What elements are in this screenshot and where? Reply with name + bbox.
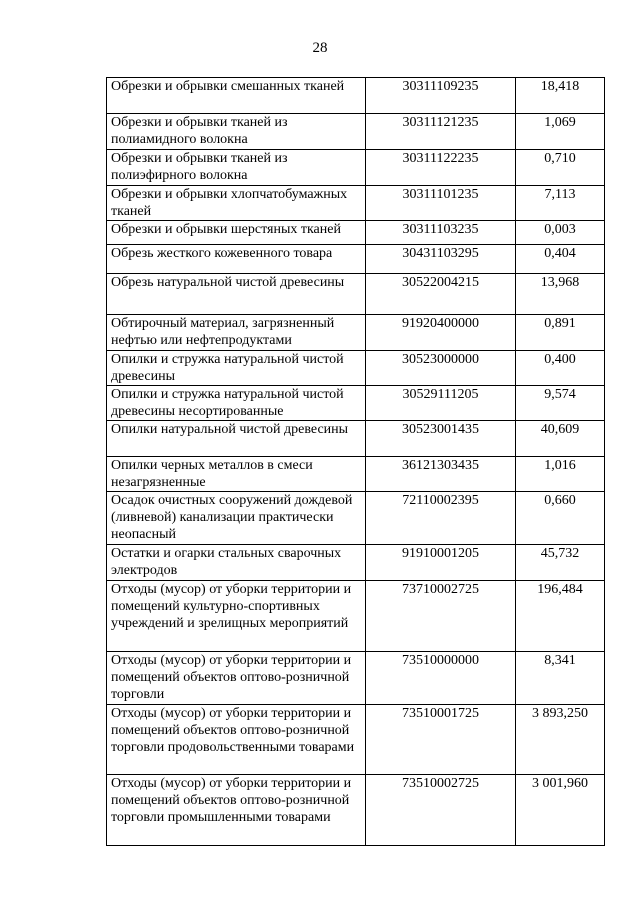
waste-code-cell: 30311103235: [366, 221, 516, 245]
waste-code-cell: 30431103295: [366, 245, 516, 274]
table-row: [107, 652, 605, 705]
table-row: [107, 274, 605, 315]
table-row: [107, 492, 605, 545]
table-row: [107, 421, 605, 457]
waste-name-cell: Отходы (мусор) от уборки территории и помещений объектов оптово-розничной торговли промышленными товарами: [107, 775, 366, 846]
waste-code-cell: 91920400000: [366, 315, 516, 351]
waste-amount-cell: 3 001,960: [516, 775, 605, 846]
table-row: [107, 186, 605, 221]
table-row: [107, 221, 605, 245]
waste-name-cell: Опилки натуральной чистой древесины: [107, 421, 366, 457]
waste-name-cell: Осадок очистных сооружений дождевой (ливневой) канализации практически неопасный: [107, 492, 366, 545]
waste-amount-cell: 0,003: [516, 221, 605, 245]
waste-code-cell: 30311121235: [366, 114, 516, 150]
waste-name-cell: Обрезки и обрывки тканей из полиамидного волокна: [107, 114, 366, 150]
table-row: [107, 315, 605, 351]
waste-code-cell: 73710002725: [366, 581, 516, 652]
waste-amount-cell: 1,069: [516, 114, 605, 150]
table-row: [107, 581, 605, 652]
waste-name-cell: Опилки и стружка натуральной чистой древесины: [107, 351, 366, 386]
waste-amount-cell: 18,418: [516, 78, 605, 114]
waste-name-cell: Обрезки и обрывки шерстяных тканей: [107, 221, 366, 245]
waste-code-cell: 30523001435: [366, 421, 516, 457]
waste-code-cell: 30522004215: [366, 274, 516, 315]
table-row: [107, 78, 605, 114]
table-row: [107, 351, 605, 386]
waste-amount-cell: 0,891: [516, 315, 605, 351]
table-row: [107, 114, 605, 150]
waste-name-cell: Опилки черных металлов в смеси незагрязненные: [107, 457, 366, 492]
table-row: [107, 705, 605, 775]
waste-name-cell: Опилки и стружка натуральной чистой древесины несортированные: [107, 386, 366, 421]
waste-name-cell: Отходы (мусор) от уборки территории и помещений объектов оптово-розничной торговли продовольственными товарами: [107, 705, 366, 775]
table-row: [107, 386, 605, 421]
waste-amount-cell: 40,609: [516, 421, 605, 457]
waste-code-cell: 30311122235: [366, 150, 516, 186]
waste-amount-cell: 1,016: [516, 457, 605, 492]
page-number: 28: [312, 40, 328, 56]
waste-code-cell: 73510000000: [366, 652, 516, 705]
waste-amount-cell: 196,484: [516, 581, 605, 652]
waste-code-cell: 73510001725: [366, 705, 516, 775]
waste-code-cell: 73510002725: [366, 775, 516, 846]
waste-name-cell: Обрезь жесткого кожевенного товара: [107, 245, 366, 274]
table-row: [107, 150, 605, 186]
waste-code-cell: 91910001205: [366, 545, 516, 581]
waste-name-cell: Обрезки и обрывки смешанных тканей: [107, 78, 366, 114]
waste-table: [106, 77, 605, 846]
waste-code-cell: 36121303435: [366, 457, 516, 492]
waste-amount-cell: 3 893,250: [516, 705, 605, 775]
waste-name-cell: Обрезь натуральной чистой древесины: [107, 274, 366, 315]
table-row: [107, 245, 605, 274]
waste-amount-cell: 13,968: [516, 274, 605, 315]
waste-code-cell: 30311109235: [366, 78, 516, 114]
waste-name-cell: Остатки и огарки стальных сварочных электродов: [107, 545, 366, 581]
waste-name-cell: Отходы (мусор) от уборки территории и помещений культурно-спортивных учреждений и зрелищных мероприятий: [107, 581, 366, 652]
waste-amount-cell: 7,113: [516, 186, 605, 221]
waste-amount-cell: 45,732: [516, 545, 605, 581]
waste-name-cell: Обрезки и обрывки хлопчатобумажных тканей: [107, 186, 366, 221]
table-row: [107, 457, 605, 492]
waste-amount-cell: 9,574: [516, 386, 605, 421]
waste-name-cell: Отходы (мусор) от уборки территории и помещений объектов оптово-розничной торговли: [107, 652, 366, 705]
waste-amount-cell: 0,404: [516, 245, 605, 274]
waste-code-cell: 30523000000: [366, 351, 516, 386]
waste-code-cell: 30529111205: [366, 386, 516, 421]
waste-name-cell: Обтирочный материал, загрязненный нефтью или нефтепродуктами: [107, 315, 366, 351]
waste-code-cell: 30311101235: [366, 186, 516, 221]
waste-code-cell: 72110002395: [366, 492, 516, 545]
table-row: [107, 775, 605, 846]
waste-amount-cell: 0,710: [516, 150, 605, 186]
waste-amount-cell: 0,400: [516, 351, 605, 386]
table-row: [107, 545, 605, 581]
waste-name-cell: Обрезки и обрывки тканей из полиэфирного волокна: [107, 150, 366, 186]
waste-amount-cell: 0,660: [516, 492, 605, 545]
waste-amount-cell: 8,341: [516, 652, 605, 705]
